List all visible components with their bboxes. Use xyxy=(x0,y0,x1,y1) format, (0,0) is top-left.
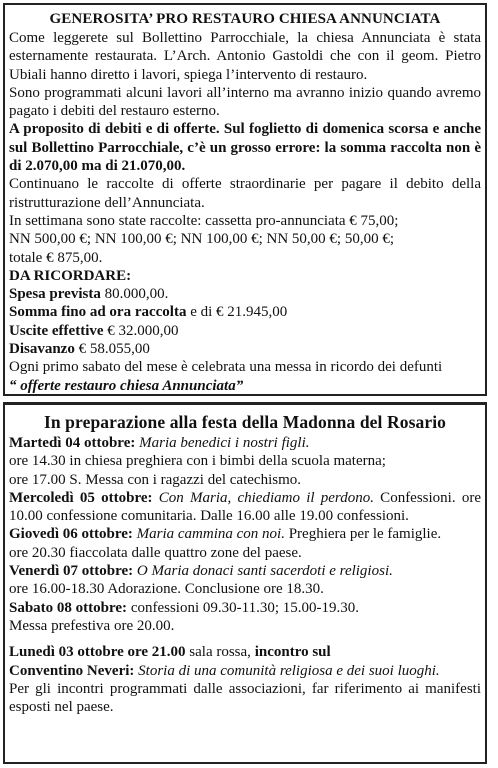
associations-note: Per gli incontri programmati dalle associazioni, far riferimento ai manifesti esposti nel paese. xyxy=(9,680,481,716)
day4-theme: O Maria donaci santi sacerdoti e religiosi. xyxy=(133,563,393,580)
spesa-prevista-line xyxy=(9,285,481,303)
somma-value: e di € 21.945,00 xyxy=(186,304,288,321)
somma-label: Somma fino ad ora raccolta xyxy=(9,304,187,321)
collections-line-2: NN 500,00 €; NN 100,00 €; NN 100,00 €; NN 50,00 €; 50,00 €; xyxy=(9,231,394,248)
uscite-value: € 32.000,00 xyxy=(103,322,179,339)
day5-line xyxy=(9,599,481,617)
day4-line xyxy=(9,562,481,580)
day2-paragraph xyxy=(9,489,481,526)
remember-heading: DA RICORDARE: xyxy=(9,267,132,284)
notice-title: GENEROSITA’ PRO RESTAURO CHIESA ANNUNCIATA xyxy=(49,11,441,27)
collections-line-1: In settimana sono state raccolte: cassetta pro-annunciata € 75,00; xyxy=(9,212,399,229)
collections-total: totale € 875,00. xyxy=(9,249,103,266)
uscite-line xyxy=(9,322,481,340)
error-correction-paragraph: A proposito di debiti e di offerte. Sul foglietto di domenica scorsa e anche sul Bollettino Parrocchiale, c’è un grosso errore: la somma raccolta non è di 2.070,00 ma di 21.070,00. xyxy=(9,121,481,175)
day1-line xyxy=(9,434,481,452)
day5-rest: confessioni 09.30-11.30; 15.00-19.30. xyxy=(127,599,359,616)
day2-theme: Con Maria, chiediamo il perdono. xyxy=(152,489,374,506)
spesa-label: Spesa prevista xyxy=(9,286,101,303)
day1-line-3: ore 17.00 S. Messa con i ragazzi del catechismo. xyxy=(9,471,301,488)
disavanzo-label: Disavanzo xyxy=(9,341,75,358)
day5-line-2: Messa prefestiva ore 20.00. xyxy=(9,617,175,634)
day2-label: Mercoledì 05 ottobre: xyxy=(9,489,153,506)
mass-quote: “ offerte restauro chiesa Annunciata” xyxy=(9,377,244,394)
collections-paragraph: Continuano le raccolte di offerte straordinarie per pagare il debito della ristrutturazione dell’Annunciata. xyxy=(9,176,481,211)
spacer xyxy=(9,635,481,643)
event-mid: sala rossa, xyxy=(185,644,255,661)
day5-label: Sabato 08 ottobre: xyxy=(9,599,128,616)
intro-paragraph: Come leggerete sul Bollettino Parrocchiale, la chiesa Annunciata è stata esternamente restaurata. L’Arch. Antonio Gastoldi che con il geom. Pietro Ubiali hanno diretto i lavori, spiega l’intervento di restauro. xyxy=(9,30,481,83)
feast-title: In preparazione alla festa della Madonna del Rosario xyxy=(43,412,447,432)
day1-theme: Maria benedici i nostri figli. xyxy=(135,435,310,451)
event-label: Lunedì 03 ottobre ore 21.00 xyxy=(9,644,186,661)
spesa-value: 80.000,00. xyxy=(100,286,169,303)
disavanzo-line xyxy=(9,340,481,358)
day3-theme: Maria cammina con noi. xyxy=(132,526,285,543)
disavanzo-value: € 58.055,00 xyxy=(74,341,150,358)
mass-note: Ogni primo sabato del mese è celebrata una messa in ricordo dei defunti xyxy=(9,359,443,376)
event-bold: incontro sul xyxy=(254,644,331,661)
day3-line xyxy=(9,525,481,543)
day1-label: Martedì 04 ottobre: xyxy=(9,435,136,451)
day3-line-2: ore 20.30 fiaccolata dalle quattro zone del paese. xyxy=(9,544,302,561)
day4-label: Venerdì 07 ottobre: xyxy=(9,563,134,580)
conventino-label: Conventino Neveri: xyxy=(9,662,135,679)
uscite-label: Uscite effettive xyxy=(9,322,104,339)
day2-rest: Confessioni. ore 10.00 confessione comunitaria. Dalle 16.00 alle 19.00 confessioni. xyxy=(9,489,481,525)
restoration-notice-box xyxy=(3,3,487,396)
conventino-line xyxy=(9,662,481,680)
rosary-feast-box xyxy=(3,402,487,764)
event-line xyxy=(9,643,481,661)
interior-works-paragraph: Sono programmati alcuni lavori all’interno ma avranno inizio quando avremo pagato i debiti del restauro esterno. xyxy=(9,84,481,120)
conventino-theme: Storia di una comunità religiosa e dei suoi luoghi. xyxy=(134,662,440,679)
day1-line-2: ore 14.30 in chiesa preghiera con i bimbi della scuola materna; xyxy=(9,453,386,470)
day3-rest: Preghiera per le famiglie. xyxy=(284,526,442,543)
day3-label: Giovedì 06 ottobre: xyxy=(9,526,133,543)
day4-line-2: ore 16.00-18.30 Adorazione. Conclusione ore 18.30. xyxy=(9,581,324,598)
somma-raccolta-line xyxy=(9,303,481,321)
